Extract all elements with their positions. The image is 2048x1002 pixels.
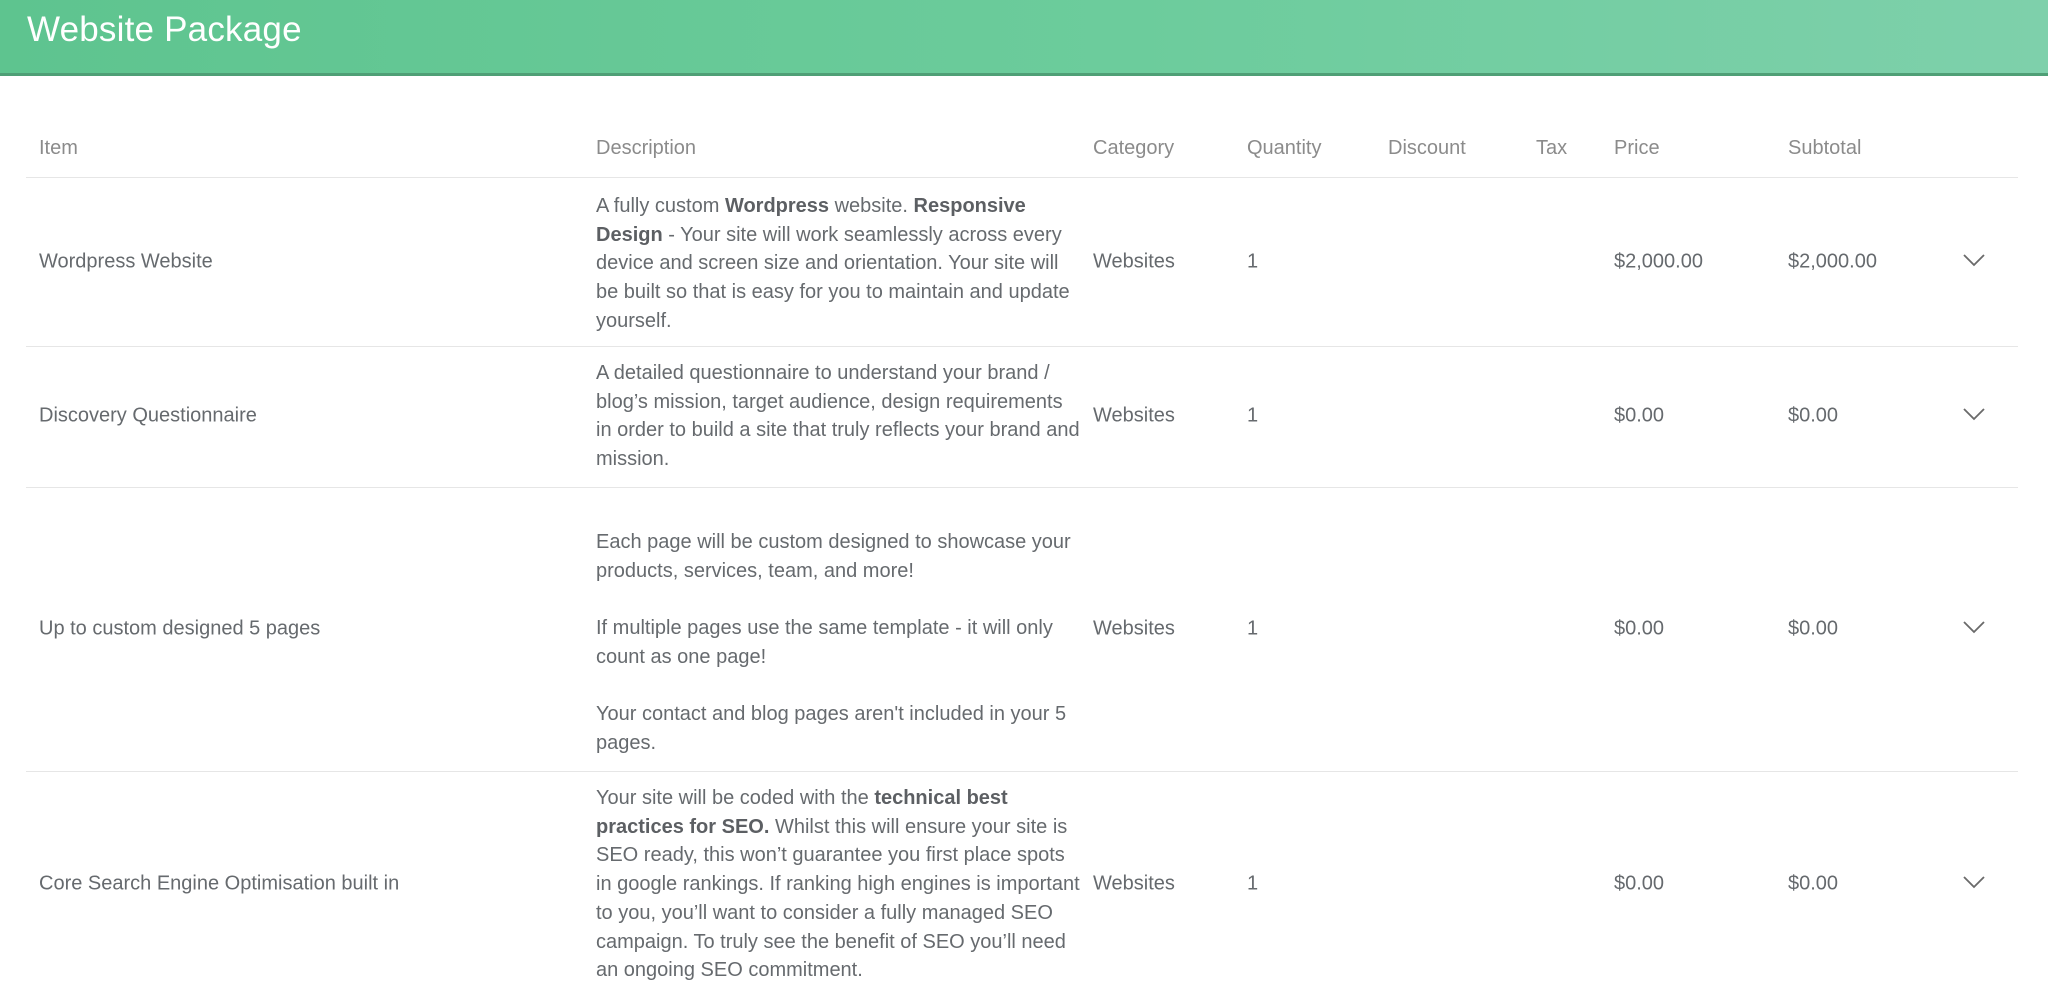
page-title: Website Package — [27, 10, 302, 49]
column-header-item: Item — [39, 137, 78, 159]
description-paragraph — [596, 192, 1082, 336]
item-subtotal: $0.00 — [1788, 617, 1839, 640]
item-category: Websites — [1093, 250, 1175, 273]
item-price: $0.00 — [1614, 872, 1665, 895]
item-name: Discovery Questionnaire — [39, 404, 257, 427]
description-text: Each page will be custom designed to showcase your products, services, team, and more! — [596, 531, 1071, 582]
item-name: Up to custom designed 5 pages — [39, 617, 321, 640]
item-subtotal: $2,000.00 — [1788, 250, 1877, 273]
column-header-discount: Discount — [1388, 137, 1466, 159]
description-text: Whilst this will ensure your site is SEO ready, this won’t guarantee you first place spots in google rankings. If ranking high engines is important to you, you’ll want to consider a fully managed SEO campaign. To truly see the benefit of SEO you’ll need an ongoing SEO commitment. — [596, 815, 1080, 982]
item-quantity: 1 — [1247, 404, 1259, 427]
table-row — [26, 347, 2018, 488]
chevron-down-icon[interactable] — [1962, 407, 1986, 421]
table-row — [26, 488, 2018, 772]
item-price: $0.00 — [1614, 617, 1665, 640]
description-text: A detailed questionnaire to understand your brand / blog’s mission, target audience, design requirements in order to build a site that truly reflects your brand and mission. — [596, 362, 1080, 471]
table-row — [26, 772, 2018, 1002]
description-paragraph — [596, 700, 1082, 757]
description-bold-text: Responsive Design — [596, 195, 1026, 246]
table-row — [26, 178, 2018, 347]
item-category: Websites — [1093, 617, 1175, 640]
item-subtotal: $0.00 — [1788, 404, 1839, 427]
description-text: Your site will be coded with the — [596, 787, 875, 809]
chevron-down-icon[interactable] — [1962, 875, 1986, 889]
description-bold-text: technical best practices for SEO. — [596, 787, 1008, 838]
description-text: Your contact and blog pages aren't included in your 5 pages. — [596, 703, 1067, 754]
description-bold-text: Wordpress — [724, 195, 830, 217]
item-description — [596, 784, 1082, 985]
column-header-subtotal: Subtotal — [1788, 137, 1862, 159]
item-quantity: 1 — [1247, 250, 1259, 273]
description-text: - Your site will work seamlessly across every device and screen size and orientation. Your site will be built so that is easy for you to maintain and update yourself. — [596, 223, 1070, 332]
description-text: If multiple pages use the same template - it will only count as one page! — [596, 617, 1053, 668]
line-items-table — [26, 120, 2018, 1002]
column-header-category: Category — [1093, 137, 1175, 159]
item-description — [596, 359, 1082, 474]
item-category: Websites — [1093, 404, 1175, 427]
column-header-quantity: Quantity — [1247, 137, 1322, 159]
item-description — [596, 528, 1082, 758]
item-price: $0.00 — [1614, 404, 1665, 427]
description-paragraph — [596, 528, 1082, 585]
description-text: website. — [829, 195, 914, 217]
item-subtotal: $0.00 — [1788, 872, 1839, 895]
column-header-description: Description — [596, 137, 697, 159]
description-paragraph — [596, 359, 1082, 474]
item-price: $2,000.00 — [1614, 250, 1703, 273]
item-category: Websites — [1093, 872, 1175, 895]
item-name: Core Search Engine Optimisation built in — [39, 872, 400, 895]
table-header-row — [26, 120, 2018, 178]
column-header-tax: Tax — [1536, 137, 1568, 159]
description-text: A fully custom — [596, 195, 725, 217]
description-paragraph — [596, 614, 1082, 671]
column-header-price: Price — [1614, 137, 1660, 159]
item-quantity: 1 — [1247, 872, 1259, 895]
item-quantity: 1 — [1247, 617, 1259, 640]
chevron-down-icon[interactable] — [1962, 620, 1986, 634]
page-header — [0, 0, 2048, 76]
item-name: Wordpress Website — [39, 250, 213, 273]
chevron-down-icon[interactable] — [1962, 253, 1986, 267]
item-description — [596, 192, 1082, 336]
description-paragraph — [596, 784, 1082, 985]
